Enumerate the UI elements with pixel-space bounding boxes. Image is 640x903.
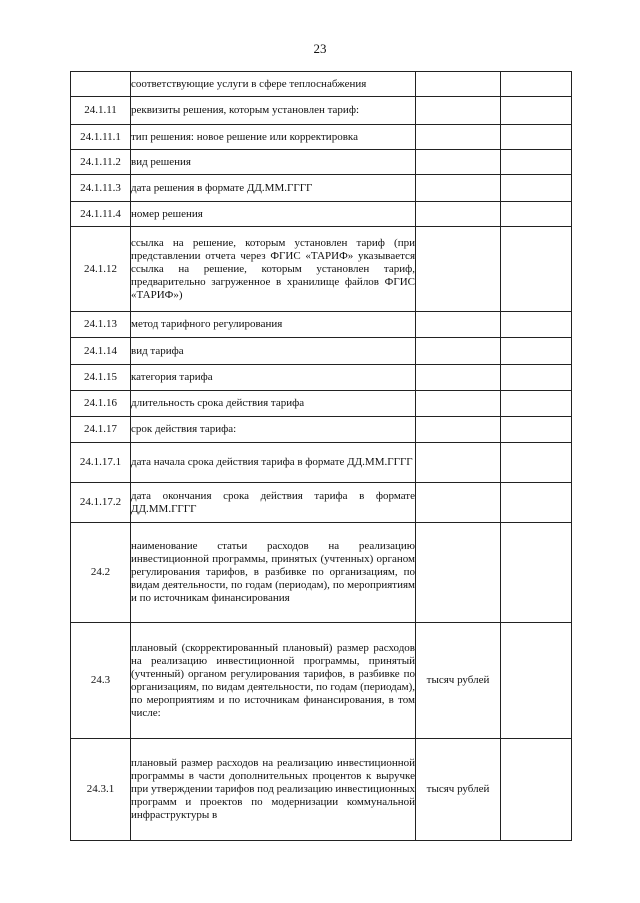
row-unit (416, 150, 501, 175)
row-number (71, 72, 131, 97)
table-row (71, 97, 572, 125)
row-value (501, 150, 572, 175)
row-number: 24.2 (71, 523, 131, 623)
row-value (501, 125, 572, 150)
row-value (501, 312, 572, 338)
row-unit (416, 312, 501, 338)
table-row (71, 523, 572, 623)
row-number: 24.1.17.2 (71, 483, 131, 523)
row-number: 24.3 (71, 623, 131, 739)
row-description: категория тарифа (131, 365, 416, 391)
row-description: вид решения (131, 150, 416, 175)
row-value (501, 623, 572, 739)
row-number: 24.1.11.3 (71, 175, 131, 202)
row-number: 24.1.13 (71, 312, 131, 338)
row-description: ссылка на решение, которым установлен тариф (при представлении отчета через ФГИС «ТАРИФ» указывается ссылка на решение, которым установлен тариф, предварительно загруженное в хранилище файлов ФГИС «ТАРИФ») (131, 227, 416, 312)
row-value (501, 338, 572, 365)
row-unit (416, 125, 501, 150)
row-value (501, 365, 572, 391)
row-description: плановый (скорректированный плановый) размер расходов на реализацию инвестиционной программы, принятый (учтенный) органом регулирования тарифов, в разбивке по организациям, по видам деятельности, по годам (периодам), по мероприятиям и по источникам финансирования, в том числе: (131, 623, 416, 739)
table-row (71, 202, 572, 227)
row-number: 24.1.11.4 (71, 202, 131, 227)
row-value (501, 443, 572, 483)
row-unit (416, 443, 501, 483)
row-value (501, 739, 572, 841)
table-row (71, 623, 572, 739)
row-unit (416, 97, 501, 125)
row-unit (416, 72, 501, 97)
row-description: реквизиты решения, которым установлен тариф: (131, 97, 416, 125)
row-value (501, 523, 572, 623)
table-row (71, 443, 572, 483)
table-body (71, 72, 572, 841)
table-row (71, 338, 572, 365)
row-number: 24.1.11 (71, 97, 131, 125)
row-unit (416, 175, 501, 202)
table-row (71, 150, 572, 175)
table-row (71, 312, 572, 338)
row-unit (416, 417, 501, 443)
row-value (501, 391, 572, 417)
row-unit: тысяч рублей (416, 623, 501, 739)
row-description: срок действия тарифа: (131, 417, 416, 443)
row-unit (416, 338, 501, 365)
row-value (501, 202, 572, 227)
row-number: 24.1.11.2 (71, 150, 131, 175)
row-description: соответствующие услуги в сфере теплоснабжения (131, 72, 416, 97)
row-description: плановый размер расходов на реализацию инвестиционной программы в части дополнительных процентов к выручке при утверждении тарифов под реализацию инвестиционных программ и проектов по модернизации коммунальной инфраструктуры в (131, 739, 416, 841)
row-number: 24.3.1 (71, 739, 131, 841)
table-row (71, 175, 572, 202)
row-number: 24.1.16 (71, 391, 131, 417)
table-row (71, 483, 572, 523)
row-description: вид тарифа (131, 338, 416, 365)
row-description: длительность срока действия тарифа (131, 391, 416, 417)
row-description: дата начала срока действия тарифа в формате ДД.ММ.ГГГГ (131, 443, 416, 483)
row-number: 24.1.17 (71, 417, 131, 443)
row-number: 24.1.17.1 (71, 443, 131, 483)
table-row (71, 739, 572, 841)
row-unit (416, 227, 501, 312)
row-number: 24.1.12 (71, 227, 131, 312)
row-description: дата решения в формате ДД.ММ.ГГГГ (131, 175, 416, 202)
row-unit: тысяч рублей (416, 739, 501, 841)
table-row (71, 125, 572, 150)
row-description: наименование статьи расходов на реализацию инвестиционной программы, принятых (учтенных) органом регулирования тарифов, в разбивке по организациям, по видам деятельности, по годам (периодам), по мероприятиям и по источникам финансирования (131, 523, 416, 623)
page-number: 23 (313, 41, 327, 56)
row-unit (416, 391, 501, 417)
row-description: номер решения (131, 202, 416, 227)
row-value (501, 97, 572, 125)
row-number: 24.1.11.1 (71, 125, 131, 150)
row-value (501, 417, 572, 443)
row-number: 24.1.14 (71, 338, 131, 365)
table-row (71, 227, 572, 312)
table-row (71, 417, 572, 443)
row-unit (416, 483, 501, 523)
row-unit (416, 523, 501, 623)
table-row (71, 391, 572, 417)
row-description: тип решения: новое решение или корректировка (131, 125, 416, 150)
document-table (70, 71, 572, 841)
table-row (71, 365, 572, 391)
row-value (501, 72, 572, 97)
row-unit (416, 202, 501, 227)
row-description: дата окончания срока действия тарифа в формате ДД.ММ.ГГГГ (131, 483, 416, 523)
row-value (501, 227, 572, 312)
row-value (501, 483, 572, 523)
row-number: 24.1.15 (71, 365, 131, 391)
row-unit (416, 365, 501, 391)
row-description: метод тарифного регулирования (131, 312, 416, 338)
table-row (71, 72, 572, 97)
row-value (501, 175, 572, 202)
